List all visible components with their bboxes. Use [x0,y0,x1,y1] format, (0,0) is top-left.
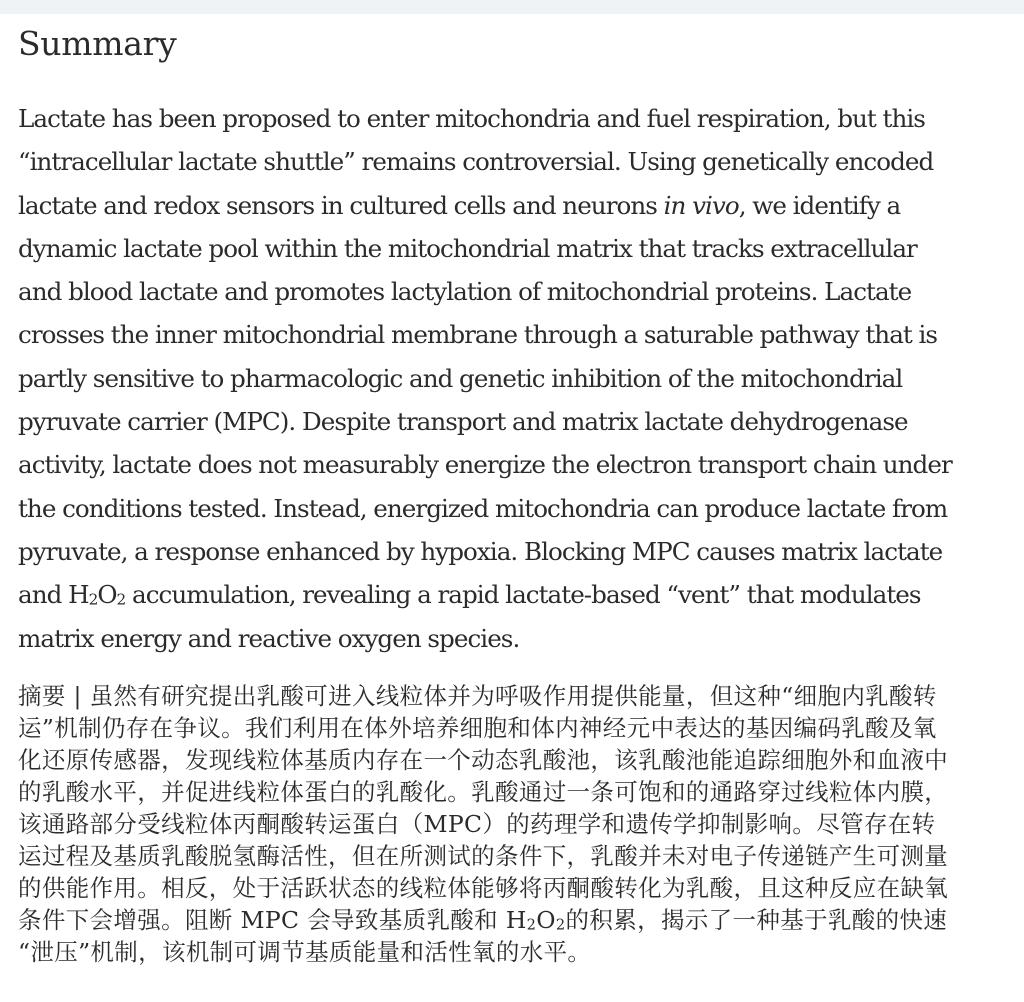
top-band [0,0,1024,14]
abstract-zh-line: 运”机制仍存在争议。我们利用在体外培养细胞和体内神经元中表达的基因编码乳酸及氧 [18,714,937,742]
abstract-en-line: matrix energy and reactive oxygen species. [18,623,520,653]
subscript: 2 [116,590,126,609]
abstract-zh-line: 的供能作用。相反，处于活跃状态的线粒体能够将丙酮酸转化为乳酸，且这种反应在缺氧 [18,874,949,902]
abstract-en-line: the conditions tested. Instead, energized mitochondria can produce lactate from [18,493,948,523]
subscript: 2 [88,590,98,609]
abstract-english [18,97,1020,660]
subscript: 2 [526,916,537,934]
abstract-en-text: lactate and redox sensors in cultured cells and neurons [18,190,664,220]
abstract-en-line: activity, lactate does not measurably energize the electron transport chain under [18,450,952,480]
abstract-en-line: “intracellular lactate shuttle” remains controversial. Using genetically encoded [18,147,934,177]
abstract-en-line: Lactate has been proposed to enter mitochondria and fuel respiration, but this [18,104,925,133]
abstract-zh-line: 该通路部分受线粒体丙酮酸转运蛋白（MPC）的药理学和遗传学抑制影响。尽管存在转 [18,810,936,838]
abstract-en-line: partly sensitive to pharmacologic and genetic inhibition of the mitochondrial [18,363,903,393]
in-vivo-italic: in vivo [663,190,739,220]
abstract-en-text: , we identify a [738,190,901,220]
abstract-en-line: pyruvate, a response enhanced by hypoxia. Blocking MPC causes matrix lactate [18,536,943,566]
abstract-en-line: pyruvate carrier (MPC). Despite transport and matrix lactate dehydrogenase [18,407,908,437]
abstract-zh-line: 运过程及基质乳酸脱氢酶活性，但在所测试的条件下，乳酸并未对电子传递链产生可测量 [18,842,949,870]
abstract-zh-text: O [536,906,556,934]
abstract-en-text: O [97,580,117,610]
abstract-zh-line: 摘要 | 虽然有研究提出乳酸可进入线粒体并为呼吸作用提供能量，但这种“细胞内乳酸转 [18,682,937,710]
abstract-en-line: and blood lactate and promotes lactylation of mitochondrial proteins. Lactate [18,277,912,307]
abstract-chinese [18,680,1020,968]
subscript: 2 [555,916,566,934]
abstract-zh-line: 的乳酸水平，并促进线粒体蛋白的乳酸化。乳酸通过一条可饱和的通路穿过线粒体内膜， [18,778,949,806]
abstract-zh-line: 化还原传感器，发现线粒体基质内存在一个动态乳酸池，该乳酸池能追踪细胞外和血液中 [18,746,949,774]
abstract-zh-line: “泄压”机制，该机制可调节基质能量和活性氧的水平。 [18,938,592,966]
abstract-zh-text: 条件下会增强。阻断 MPC 会导致基质乳酸和 H [18,906,527,934]
abstract-en-text: and H [18,580,89,610]
abstract-zh-text: 的积累，揭示了一种基于乳酸的快速 [565,906,948,934]
abstract-en-line [18,184,1020,227]
abstract-en-line [18,573,1020,616]
summary-heading: Summary [18,24,177,63]
abstract-en-line: dynamic lactate pool within the mitochondrial matrix that tracks extracellular [18,233,917,263]
abstract-en-text: accumulation, revealing a rapid lactate-based “vent” that modulates [125,580,921,610]
abstract-en-line: crosses the inner mitochondrial membrane through a saturable pathway that is [18,320,938,350]
abstract-zh-line [18,904,1020,936]
